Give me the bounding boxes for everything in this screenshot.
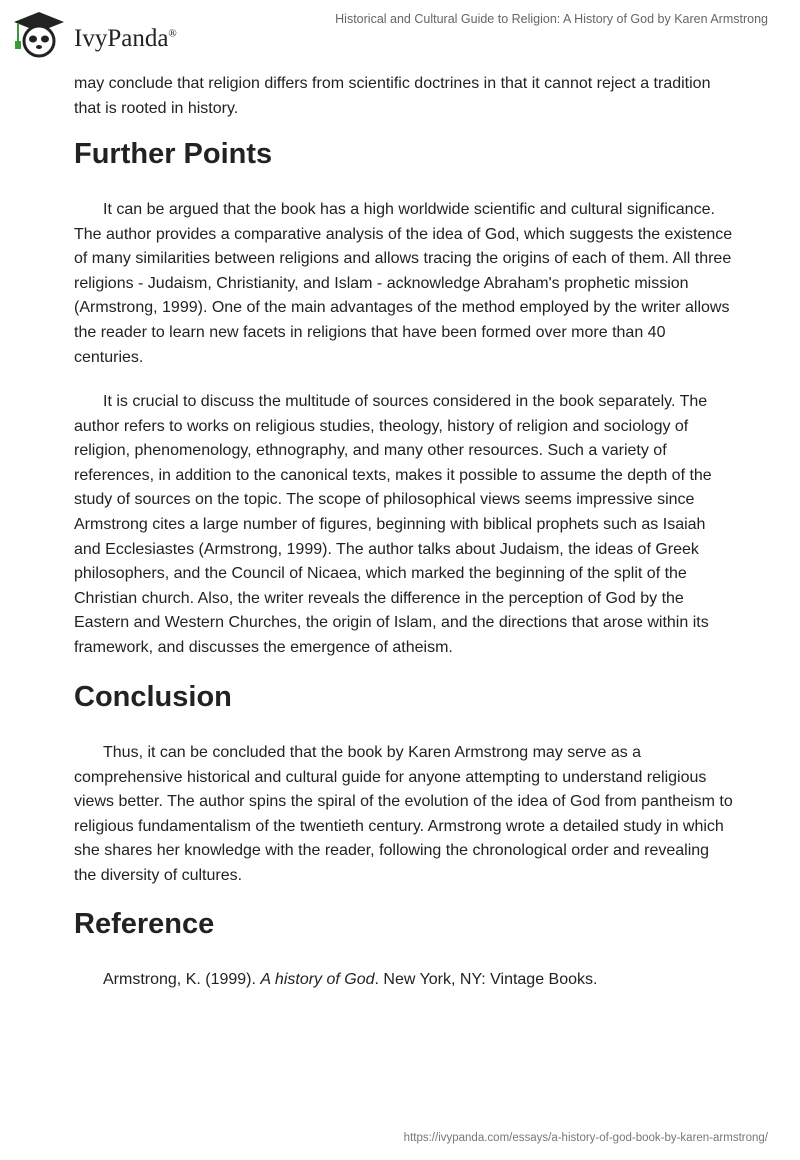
logo-text: IvyPanda® <box>74 25 177 52</box>
ivypanda-logo[interactable] <box>10 8 177 58</box>
conclusion-paragraph: Thus, it can be concluded that the book by Karen Armstrong may serve as a comprehensive historical and cultural guide for anyone attempting to understand religious views better. The author spins the spiral of the evolution of the idea of God from pantheism to religious fundamentalism of the twentieth century. Armstrong wrote a detailed study in which she shares her knowledge with the reader, following the chronological order and revealing the diversity of cultures. <box>74 744 733 884</box>
reference-entry: Armstrong, K. (1999). A history of God. New York, NY: Vintage Books. <box>103 971 598 988</box>
heading-further-points: Further Points <box>74 138 273 170</box>
panda-graduate-icon <box>10 8 68 58</box>
document-title: Historical and Cultural Guide to Religion: A History of God by Karen Armstrong <box>335 12 768 26</box>
intro-paragraph-tail: may conclude that religion differs from scientific doctrines in that it cannot reject a tradition that is rooted in history. <box>74 75 711 117</box>
heading-reference: Reference <box>74 908 215 940</box>
reference-book-title: A history of God <box>260 971 375 988</box>
heading-conclusion: Conclusion <box>74 681 232 713</box>
further-paragraph-1: It can be argued that the book has a high worldwide scientific and cultural significance. The author provides a comparative analysis of the idea of God, which suggests the existence of many similarities between religions and allows tracing the origins of each of them. All three religions - Judaism, Christianity, and Islam - acknowledge Abraham's prophetic mission (Armstrong, 1999). One of the main advantages of the method employed by the writer allows the reader to learn new facets in religions that have been formed over more than 40 centuries. <box>74 201 733 366</box>
further-paragraph-2: It is crucial to discuss the multitude of sources considered in the book separately. The author refers to works on religious studies, theology, history of religion and sociology of religion, phenomenology, ethnography, and many other resources. Such a variety of references, in addition to the canonical texts, makes it possible to assume the depth of the study of sources on the topic. The scope of philosophical views seems impressive since Armstrong cites a large number of figures, beginning with biblical prophets such as Isaiah and Ecclesiastes (Armstrong, 1999). The author talks about Judaism, the ideas of Greek philosophers, and the Council of Nicaea, which marked the beginning of the split of the Christian church. Also, the writer reveals the difference in the perception of God by the Eastern and Western Churches, the origin of Islam, and the directions that arose within its framework, and discusses the emergence of atheism. <box>74 393 712 656</box>
footer-url[interactable]: https://ivypanda.com/essays/a-history-of-god-book-by-karen-armstrong/ <box>403 1132 768 1144</box>
